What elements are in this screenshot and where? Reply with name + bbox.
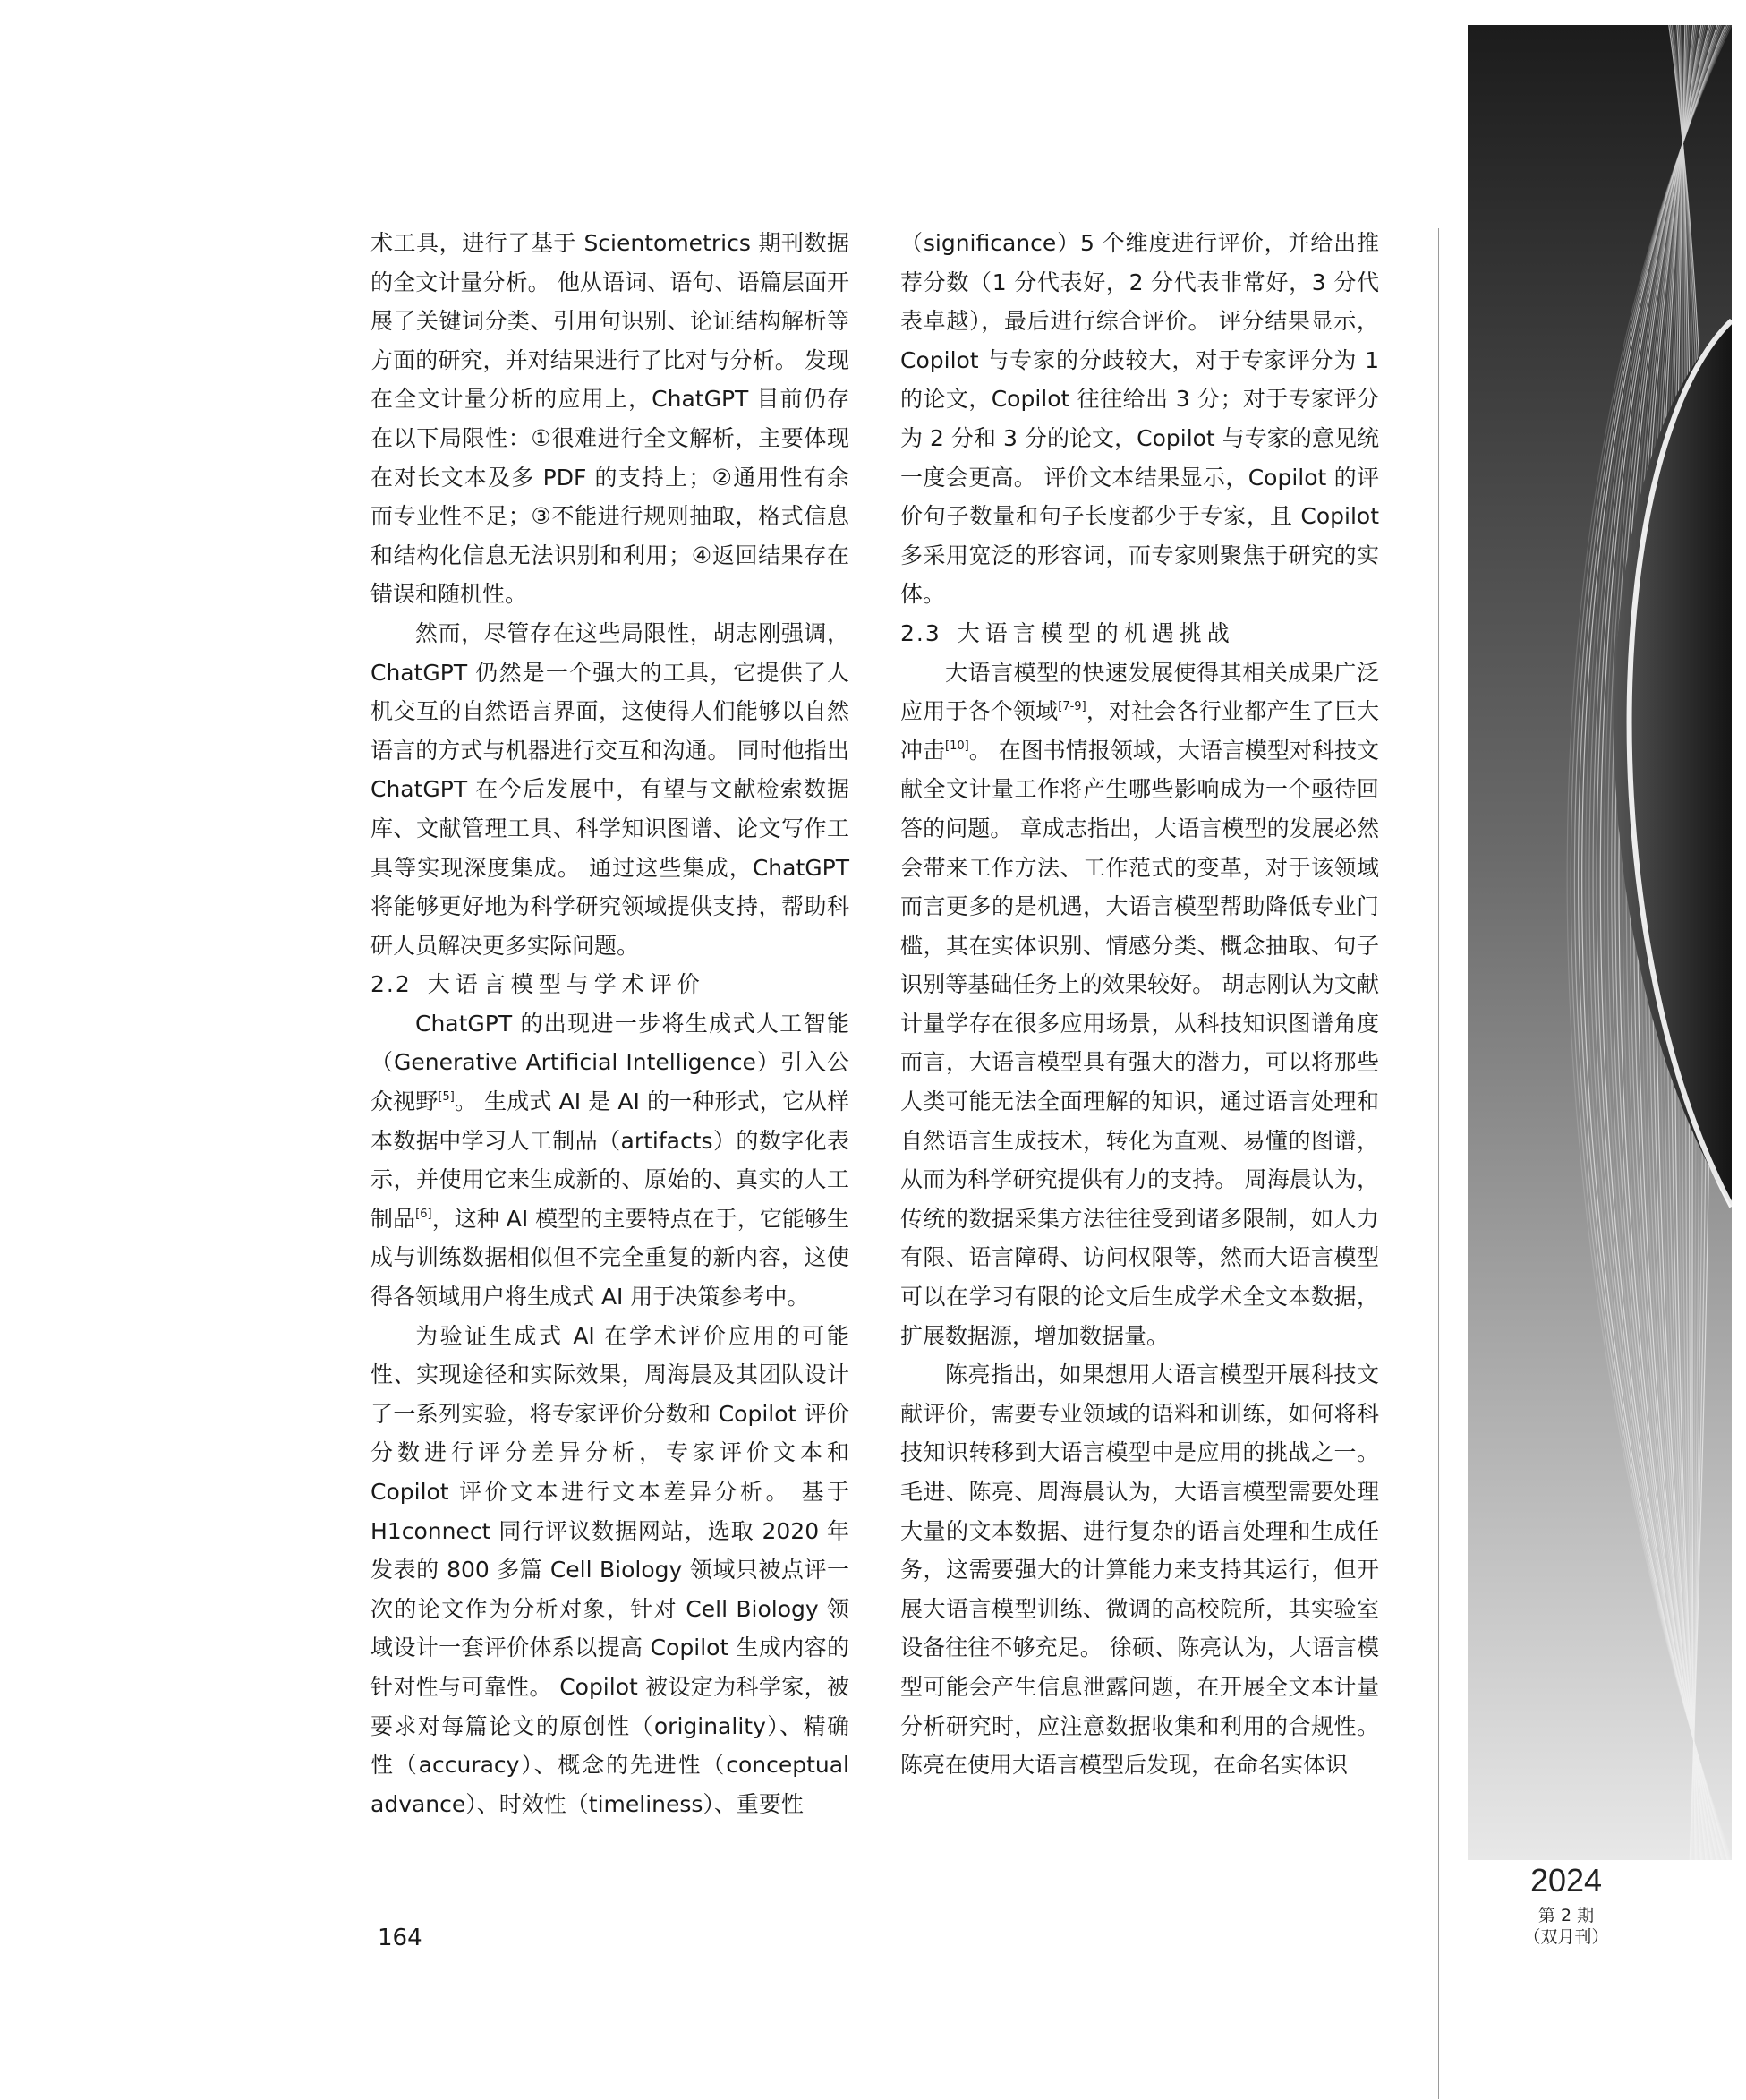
paragraph xyxy=(370,1004,849,1317)
section-heading-2-2 xyxy=(370,965,849,1004)
paragraph: （significance）5 个维度进行评价，并给出推荐分数（1 分代表好，2 分代表非常好，3 分代表卓越），最后进行综合评价。 评分结果显示，Copilot 与专家的分歧较大，对于专家评分为 1 的论文，Copilot 往往给出 3 分；对于专家评分为 2 分和 3 分的论文，Copilot 与专家的意见统一度会更高。 评价文本结果显示，Copilot 的评价句子数量和句子长度都少于专家，且 Copilot 多采用宽泛的形容词，而专家则聚焦于研究的实体。 xyxy=(900,230,1379,608)
section-number: 2.2 xyxy=(370,971,412,998)
right-column xyxy=(900,224,1379,1785)
paragraph: 为验证生成式 AI 在学术评价应用的可能性、实现途径和实际效果，周海晨及其团队设计了一系列实验，将专家评价分数和 Copilot 评价分数进行评分差异分析，专家评价文本和 Copilot 评价文本进行文本差异分析。 基于 H1connect 同行评议数据网站，选取 2020 年发表的 800 多篇 Cell Biology 领域只被点评一次的论文作为分析对象，针对 Cell Biology 领域设计一套评价体系以提高 Copilot 生成内容的针对性与可靠性。 Copilot 被设定为科学家，被要求对每篇论文的原创性（originality）、精确性（accuracy）、概念的先进性（conceptual advance）、时效性（timeliness）、重要性 xyxy=(370,1322,849,1817)
section-number: 2.3 xyxy=(900,619,941,646)
section-title: 大语言模型的机遇挑战 xyxy=(957,619,1235,646)
issue-year: 2024 xyxy=(1529,1862,1603,1899)
text-run: ChatGPT 的出现进一步将生成式人工智能（Generative Artificial Intelligence）引入公众视野 xyxy=(370,1010,849,1115)
left-column xyxy=(370,224,849,1823)
decorative-side-art xyxy=(1468,25,1732,1860)
text-run: 。 在图书情报领域，大语言模型对科技文献全文计量工作将产生哪些影响成为一个亟待回答的问题。 章成志指出，大语言模型的发展必然会带来工作方法、工作范式的变革，对于该领域而言更多的是机遇，大语言模型帮助降低专业门槛，其在实体识别、情感分类、概念抽取、句子识别等基础任务上的效果较好。 胡志刚认为文献计量学存在很多应用场景，从科技知识图谱角度而言，大语言模型具有强大的潜力，可以将那些人类可能无法全面理解的知识，通过语言处理和自然语言生成技术，转化为直观、易懂的图谱，从而为科学研究提供有力的支持。 周海晨认为，传统的数据采集方法往往受到诸多限制，如人力有限、语言障碍、访问权限等，然而大语言模型可以在学习有限的论文后生成学术全文本数据，扩展数据源，增加数据量。 xyxy=(900,737,1379,1349)
section-heading-2-3 xyxy=(900,614,1379,653)
column-rule xyxy=(1438,228,1439,2099)
section-title: 大语言模型与学术评价 xyxy=(427,971,705,998)
text-run: 。 生成式 AI 是 AI 的一种形式，它从样本数据中学习人工制品（artifacts）的数字化表示，并使用它来生成新的、原始的、真实的人工制品 xyxy=(370,1088,849,1232)
citation: [6] xyxy=(415,1207,432,1221)
text-run: ，这种 AI 模型的主要特点在于，它能够生成与训练数据相似但不完全重复的新内容，这使得各领域用户将生成式 AI 用于决策参考中。 xyxy=(370,1205,849,1310)
citation: [7-9] xyxy=(1058,700,1086,714)
citation: [5] xyxy=(438,1090,455,1105)
page-number: 164 xyxy=(378,1925,422,1951)
paragraph: 陈亮指出，如果想用大语言模型开展科技文献评价，需要专业领域的语料和训练，如何将科技知识转移到大语言模型中是应用的挑战之一。 毛进、陈亮、周海晨认为，大语言模型需要处理大量的文本数据、进行复杂的语言处理和生成任务，这需要强大的计算能力来支持其运行，但开展大语言模型训练、微调的高校院所，其实验室设备往往不够充足。 徐硕、陈亮认为，大语言模型可能会产生信息泄露问题，在开展全文本计量分析研究时，应注意数据收集和利用的合规性。 陈亮在使用大语言模型后发现，在命名实体识 xyxy=(900,1362,1379,1779)
paragraph: 术工具，进行了基于 Scientometrics 期刊数据的全文计量分析。 他从语词、语句、语篇层面开展了关键词分类、引用句识别、论证结构解析等方面的研究，并对结果进行了比对与分析。 发现在全文计量分析的应用上，ChatGPT 目前仍存在以下局限性：①很难进行全文解析，主要体现在对长文本及多 PDF 的支持上；②通用性有余而专业性不足；③不能进行规则抽取，格式信息和结构化信息无法识别和利用；④返回结果存在错误和随机性。 xyxy=(370,230,849,608)
citation: [10] xyxy=(945,738,969,753)
issue-number: 第 2 期 xyxy=(1537,1906,1595,1925)
paragraph: 然而，尽管存在这些局限性，胡志刚强调，ChatGPT 仍然是一个强大的工具，它提供了人机交互的自然语言界面，这使得人们能够以自然语言的方式与机器进行交互和沟通。 同时他指出 ChatGPT 在今后发展中，有望与文献检索数据库、文献管理工具、科学知识图谱、论文写作工具等实现深度集成。 通过这些集成，ChatGPT 将能够更好地为科学研究领域提供支持，帮助科研人员解决更多实际问题。 xyxy=(370,619,849,959)
issue-frequency: （双月刊） xyxy=(1523,1927,1609,1947)
text-run: ，对社会各行业都产生了巨大冲击 xyxy=(900,698,1379,764)
paragraph xyxy=(900,653,1379,1356)
text-run: 大语言模型的快速发展使得其相关成果广泛应用于各个领域 xyxy=(900,659,1379,725)
